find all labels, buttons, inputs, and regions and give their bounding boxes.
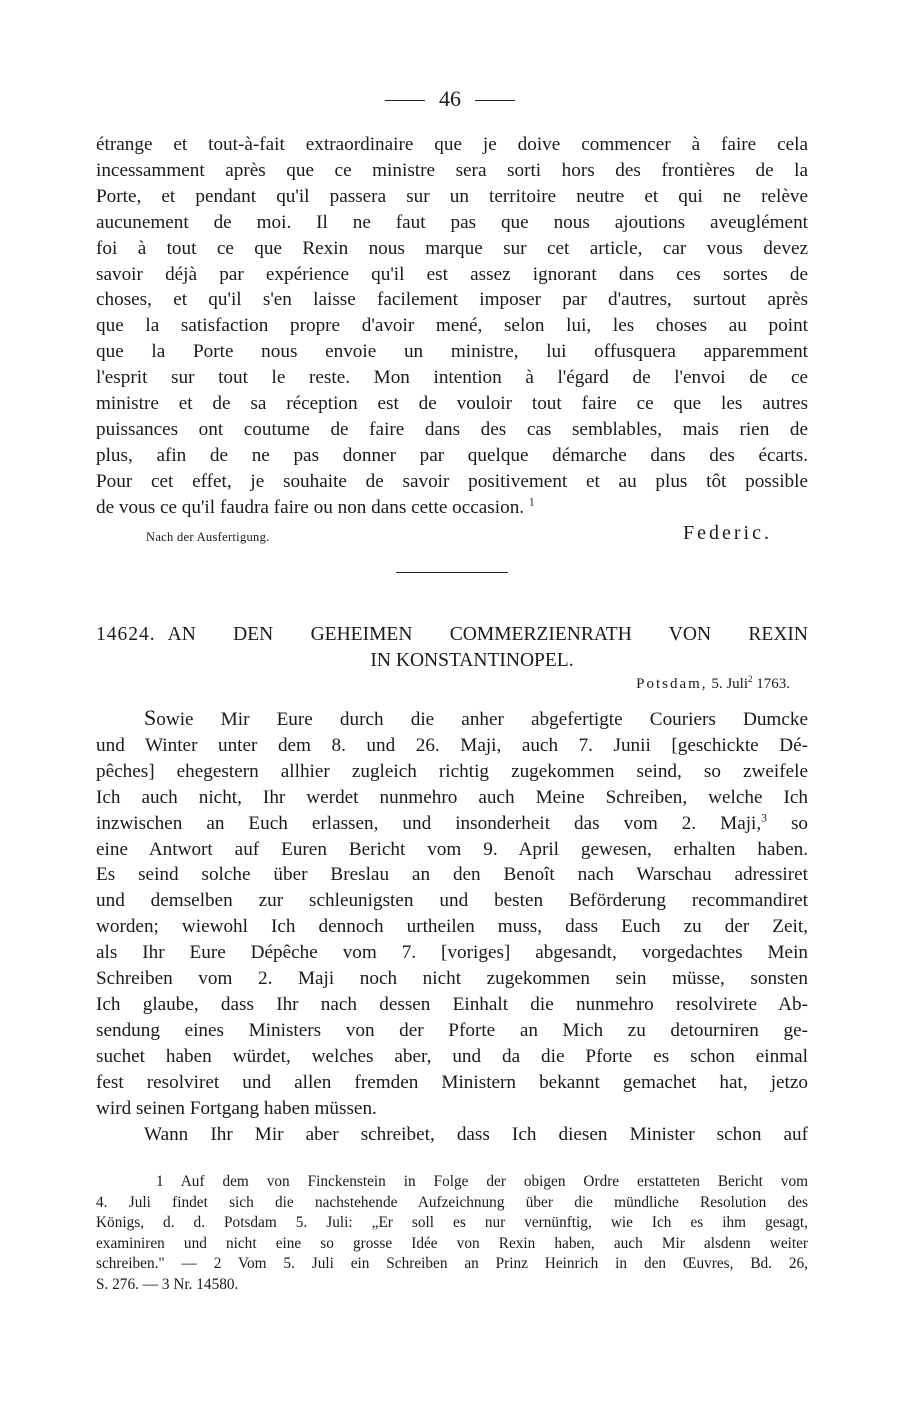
document-heading [96, 622, 808, 674]
letter1-line-text: de vous ce qu'il faudra faire ou non dans cette occasion. [96, 496, 525, 518]
dateline [636, 676, 790, 693]
letter2-line: eine Antwort auf Euren Bericht vom 9. April gewesen, erhalten haben. [96, 838, 808, 860]
letter1-line: étrange et tout-à-fait extraordinaire que je doive commencer à faire cela [96, 134, 808, 155]
footnote-line: examiniren und nicht eine so grosse Idée von Rexin haben, auch Mir alsdenn weiter [96, 1234, 808, 1252]
letter1-line: plus, afin de ne pas donner par quelque démarche dans des écarts. [96, 444, 808, 466]
heading-line-2: IN KONSTANTINOPEL. [370, 650, 574, 671]
letter1-line: que la Porte nous envoie un ministre, lui offusquera apparemment [96, 341, 808, 363]
source-note: Nach der Ausfertigung. [146, 530, 270, 544]
letter2-line: Ich auch nicht, Ihr werdet nunmehro auch Meine Schreiben, welche Ich [96, 786, 808, 808]
letter1-line: puissances ont coutume de faire dans des cas semblables, mais rien de [96, 418, 808, 440]
letter2-line-tail: so [790, 812, 808, 834]
letter2-body [96, 705, 808, 1147]
letter2-line: Ich glaube, dass Ihr nach dessen Einhalt die nunmehro resolvirete Ab- [96, 993, 808, 1015]
letter1-line: foi à tout ce que Rexin nous marque sur cet article, car vous devez [96, 237, 808, 259]
letter2-line: wird seinen Fortgang haben müssen. [96, 1097, 377, 1119]
footnote-line: 1 Auf dem von Finckenstein in Folge der obigen Ordre erstatteten Bericht vom [156, 1173, 808, 1190]
letter1-body [96, 132, 808, 521]
letter1-line: l'esprit sur tout le reste. Mon intention à l'égard de l'envoi de ce [96, 367, 808, 389]
signature: Federic. [683, 522, 772, 544]
section-divider [396, 572, 508, 573]
letter2-line-text: owie Mir Eure durch die anher abgefertigte Couriers Dumcke [156, 709, 808, 730]
letter2-line: und Winter unter dem 8. und 26. Maji, auch 7. Junii [geschickte Dé- [96, 734, 808, 756]
drop-letter: S [144, 705, 157, 730]
letter2-first-line [96, 705, 808, 733]
letter2-line-text: inzwischen an Euch erlassen, und insonderheit das vom 2. Maji, [96, 812, 762, 834]
letter2-line: als Ihr Eure Dépêche vom 7. [voriges] abgesandt, vorgedachtes Mein [96, 942, 808, 964]
letter1-line: incessamment après que ce ministre sera sorti hors des frontières de la [96, 159, 808, 181]
footnote-line: S. 276. — 3 Nr. 14580. [96, 1275, 239, 1293]
letter2-line: pêches] ehegestern allhier zugleich richtig zugekommen seind, so zweifele [96, 760, 808, 782]
letter2-line: und demselben zur schleunigsten und besten Beförderung recommandiret [96, 890, 808, 912]
date-day: 5. Juli [711, 676, 748, 692]
document-number: 14624. [96, 624, 156, 645]
page-number-dash-left [385, 100, 425, 101]
letter1-line: Porte, et pendant qu'il passera sur un territoire neutre et qui ne relève [96, 185, 808, 207]
page-number-value: 46 [439, 86, 461, 111]
letter1-line: savoir déjà par expérience qu'il est assez ignorant dans ces sortes de [96, 263, 808, 285]
letter2-line: Es seind solche über Breslau an den Benoît nach Warschau adressiret [96, 864, 808, 886]
letter1-line: aucunement de moi. Il ne faut pas que nous ajoutions aveuglément [96, 211, 808, 233]
heading-line-1 [96, 622, 808, 648]
letter1-line: choses, et qu'il s'en laisse facilement imposer par d'autres, surtout après [96, 289, 808, 311]
footnote-line: Königs, d. d. Potsdam 5. Juli: „Er soll es nur vernünftig, wie Ich es ihm gesagt, [96, 1214, 808, 1231]
letter1-line: que la satisfaction propre d'avoir mené, selon lui, les choses au point [96, 315, 808, 337]
date-place: Potsdam, [636, 676, 708, 692]
heading-text-1: AN DEN GEHEIMEN COMMERZIENRATH VON REXIN [167, 624, 808, 645]
date-year: 1763. [756, 676, 790, 692]
letter1-last-line [96, 495, 808, 521]
letter2-line: sendung eines Ministers von der Pforte an Mich zu detourniren ge- [96, 1019, 808, 1041]
letter2-line: worden; wiewohl Ich dennoch urtheilen muss, dass Euch zu der Zeit, [96, 916, 808, 938]
date-note-mark: 2 [748, 674, 753, 684]
footnotes [96, 1172, 808, 1295]
letter2-line-with-note [96, 811, 808, 837]
page-number-dash-right [475, 100, 515, 101]
footnote-line: schreiben." — 2 Vom 5. Juli ein Schreiben an Prinz Heinrich in den Œuvres, Bd. 26, [96, 1255, 808, 1272]
footnote-mark: 3 [761, 812, 767, 825]
letter2-line: Schreiben vom 2. Maji noch nicht zugekommen sein müsse, sonsten [96, 968, 808, 990]
letter2-line: fest resolviret und allen fremden Ministern bekannt gemachet hat, jetzo [96, 1071, 808, 1093]
footnote-line: 4. Juli findet sich die nachstehende Aufzeichnung über die mündliche Resolution des [96, 1193, 808, 1211]
footnote-mark: 1 [528, 496, 535, 509]
letter2-line: Wann Ihr Mir aber schreibet, dass Ich diesen Minister schon auf [144, 1123, 808, 1145]
page-number [0, 86, 900, 112]
letter2-line: suchet haben würdet, welches aber, und da die Pforte es schon einmal [96, 1045, 808, 1067]
letter1-line: ministre et de sa réception est de vouloir tout faire ce que les autres [96, 393, 808, 415]
letter1-line: Pour cet effet, je souhaite de savoir positivement et au plus tôt possible [96, 470, 808, 492]
